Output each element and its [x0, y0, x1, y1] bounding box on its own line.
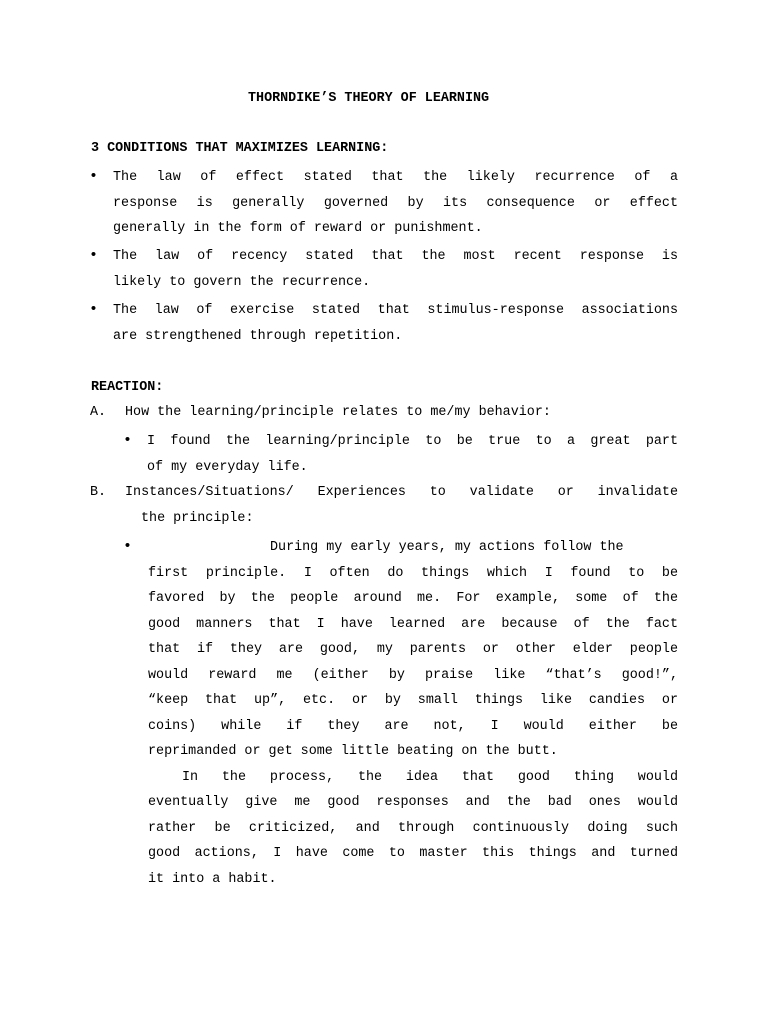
body-para-1-line-1: During my early years, my actions follow the — [270, 540, 624, 555]
condition-1-line-1: The law of effect stated that the likely recurrence of a — [113, 170, 678, 185]
section-a-text: How the learning/principle relates to me/my behavior: — [125, 405, 551, 420]
body-para-2-line-2: eventually give me good responses and the bad ones would — [148, 795, 678, 810]
bullet-icon: • — [89, 247, 99, 264]
section-a-bullet-line-2: of my everyday life. — [147, 460, 308, 475]
section-a-bullet-line-1: I found the learning/principle to be true to a great part — [147, 434, 678, 449]
body-para-1-line-7: “keep that up”, etc. or by small things like candies or — [148, 693, 678, 708]
conditions-heading: 3 CONDITIONS THAT MAXIMIZES LEARNING: — [91, 141, 389, 156]
body-para-1-line-5: that if they are good, my parents or other elder people — [148, 642, 678, 657]
section-b-marker: B. — [90, 485, 107, 500]
body-para-2-line-5: it into a habit. — [148, 872, 277, 887]
bullet-icon: • — [123, 432, 133, 449]
bullet-icon: • — [89, 301, 99, 318]
section-b-line-1: Instances/Situations/ Experiences to validate or invalidate — [125, 485, 678, 500]
body-para-1-line-2: first principle. I often do things which I found to be — [148, 566, 678, 581]
condition-2-line-1: The law of recency stated that the most recent response is — [113, 249, 678, 264]
body-para-2-line-1: In the process, the idea that good thing would — [182, 770, 678, 785]
body-para-1-line-3: favored by the people around me. For example, some of the — [148, 591, 678, 606]
condition-3-line-1: The law of exercise stated that stimulus-response associations — [113, 303, 678, 318]
condition-3-line-2: are strengthened through repetition. — [113, 329, 403, 344]
page-title: THORNDIKE’S THEORY OF LEARNING — [248, 91, 490, 106]
body-para-2-line-4: good actions, I have come to master this things and turned — [148, 846, 678, 861]
condition-1-line-2: response is generally governed by its consequence or effect — [113, 196, 678, 211]
body-para-1-line-4: good manners that I have learned are because of the fact — [148, 617, 678, 632]
bullet-icon: • — [123, 538, 133, 555]
condition-2-line-2: likely to govern the recurrence. — [113, 275, 371, 290]
condition-1-line-3: generally in the form of reward or punishment. — [113, 221, 483, 236]
body-para-1-line-8: coins) while if they are not, I would either be — [148, 719, 678, 734]
section-b-line-2: the principle: — [141, 511, 254, 526]
reaction-heading: REACTION: — [91, 380, 164, 395]
bullet-icon: • — [89, 168, 99, 185]
body-para-1-line-6: would reward me (either by praise like “that’s good!”, — [148, 668, 678, 683]
section-a-marker: A. — [90, 405, 107, 420]
body-para-2-line-3: rather be criticized, and through continuously doing such — [148, 821, 678, 836]
body-para-1-line-9: reprimanded or get some little beating on the butt. — [148, 744, 558, 759]
